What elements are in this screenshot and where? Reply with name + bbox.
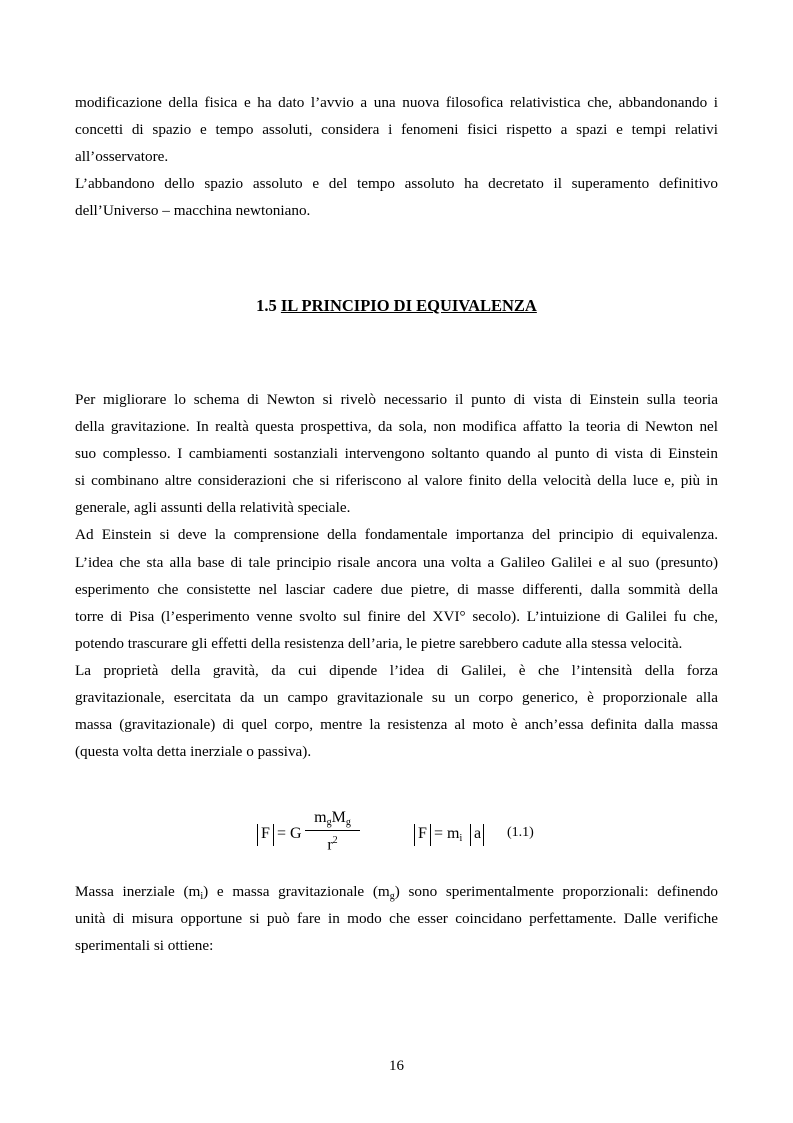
text-line: torre di Pisa (l’esperimento venne svolto sul finire del XVI° secolo). L’intuizione di Galilei fu che,: [75, 607, 718, 625]
text-line: potendo trascurare gli effetti della resistenza dell’aria, le pietre sarebbero cadute alla stessa velocità.: [75, 634, 683, 652]
text-line: generale, agli assunti della relatività speciale.: [75, 499, 351, 517]
abs-bar-right: [273, 824, 274, 846]
force-symbol: F: [261, 825, 270, 842]
text-line: Ad Einstein si deve la comprensione della fondamentale importanza del principio di equivalenza.: [75, 526, 718, 544]
text-line: (questa volta detta inerziale o passiva).: [75, 743, 312, 761]
text-line: Per migliorare lo schema di Newton si rivelò necessario il punto di vista di Einstein sulla teoria: [75, 391, 718, 408]
page-number: 16: [389, 1058, 404, 1074]
text-line: L’idea che sta alla base di tale principio risale ancora una volta a Galileo Galilei e al suo (presunto): [75, 553, 718, 571]
section-title: IL PRINCIPIO DI EQUIVALENZA: [280, 296, 537, 315]
abs-bar-right: [430, 824, 431, 846]
text-line: dell’Universo – macchina newtoniano.: [75, 202, 311, 220]
text-line: sperimentali si ottiene:: [75, 937, 214, 955]
text-line: unità di misura opportune si può fare in modo che esser coincidano perfettamente. Dalle verifiche: [75, 910, 718, 928]
abs-bar-left: [470, 824, 471, 846]
abs-bar-left: [414, 824, 415, 846]
text-line: all’osservatore.: [75, 148, 169, 166]
fraction: [305, 808, 360, 855]
text-line: della gravitazione. In realtà questa prospettiva, da sola, non modifica affatto la teoria di Newton nel: [75, 418, 718, 436]
abs-bar-right: [483, 824, 484, 846]
intro-paragraph: [75, 89, 718, 224]
abs-bar-left: [257, 824, 258, 846]
text-line: massa (gravitazionale) di quel corpo, mentre la resistenza al moto è anch’essa definita dalla massa: [75, 716, 718, 734]
section-number: 1.5: [256, 296, 277, 315]
text-line: concetti di spazio e tempo assoluti, considera i fenomeni fisici rispetto a spazi e tempi relativi: [75, 121, 718, 139]
section-heading: [0, 296, 793, 316]
equation-1-1: [0, 808, 793, 864]
fraction-numerator: $m_gM_g$: [314, 809, 351, 828]
text-line: Massa inerziale $(m_i)$ e massa gravitazionale $(m_g)$ sono sperimentalmente proporzionali: definendo: [75, 883, 718, 902]
closing-paragraph: [75, 878, 718, 959]
text-line: esperimento che consistette nel lasciar cadere due pietre, di masse differenti, dalla sommità della: [75, 580, 718, 598]
text-line: modificazione della fisica e ha dato l’avvio a una nuova filosofica relativistica che, abbandonando i: [75, 94, 718, 111]
fraction-denominator: $r^2$: [327, 835, 338, 854]
force-symbol: F: [418, 825, 427, 842]
text-line: gravitazionale, esercitata da un campo gravitazionale su un corpo generico, è proporzionale alla: [75, 689, 718, 707]
text-line: L’abbandono dello spazio assoluto e del tempo assoluto ha decretato il superamento definitivo: [75, 175, 718, 193]
body-paragraph: [75, 386, 718, 765]
text-line: La proprietà della gravità, da cui dipende l’idea di Galilei, è che l’intensità della forza: [75, 661, 718, 679]
equals-g: = G: [277, 825, 302, 842]
text-line: si combinano altre considerazioni che si riferiscono al valore finito della velocità della luce e, più in: [75, 472, 718, 490]
acceleration-symbol: a: [474, 825, 482, 842]
text-line: suo complesso. I cambiamenti sostanziali intervengono soltanto quando al punto di vista di Einstein: [75, 445, 718, 463]
equation-label: (1.1): [507, 825, 534, 840]
equals-mi: = $m_i$: [434, 825, 463, 844]
